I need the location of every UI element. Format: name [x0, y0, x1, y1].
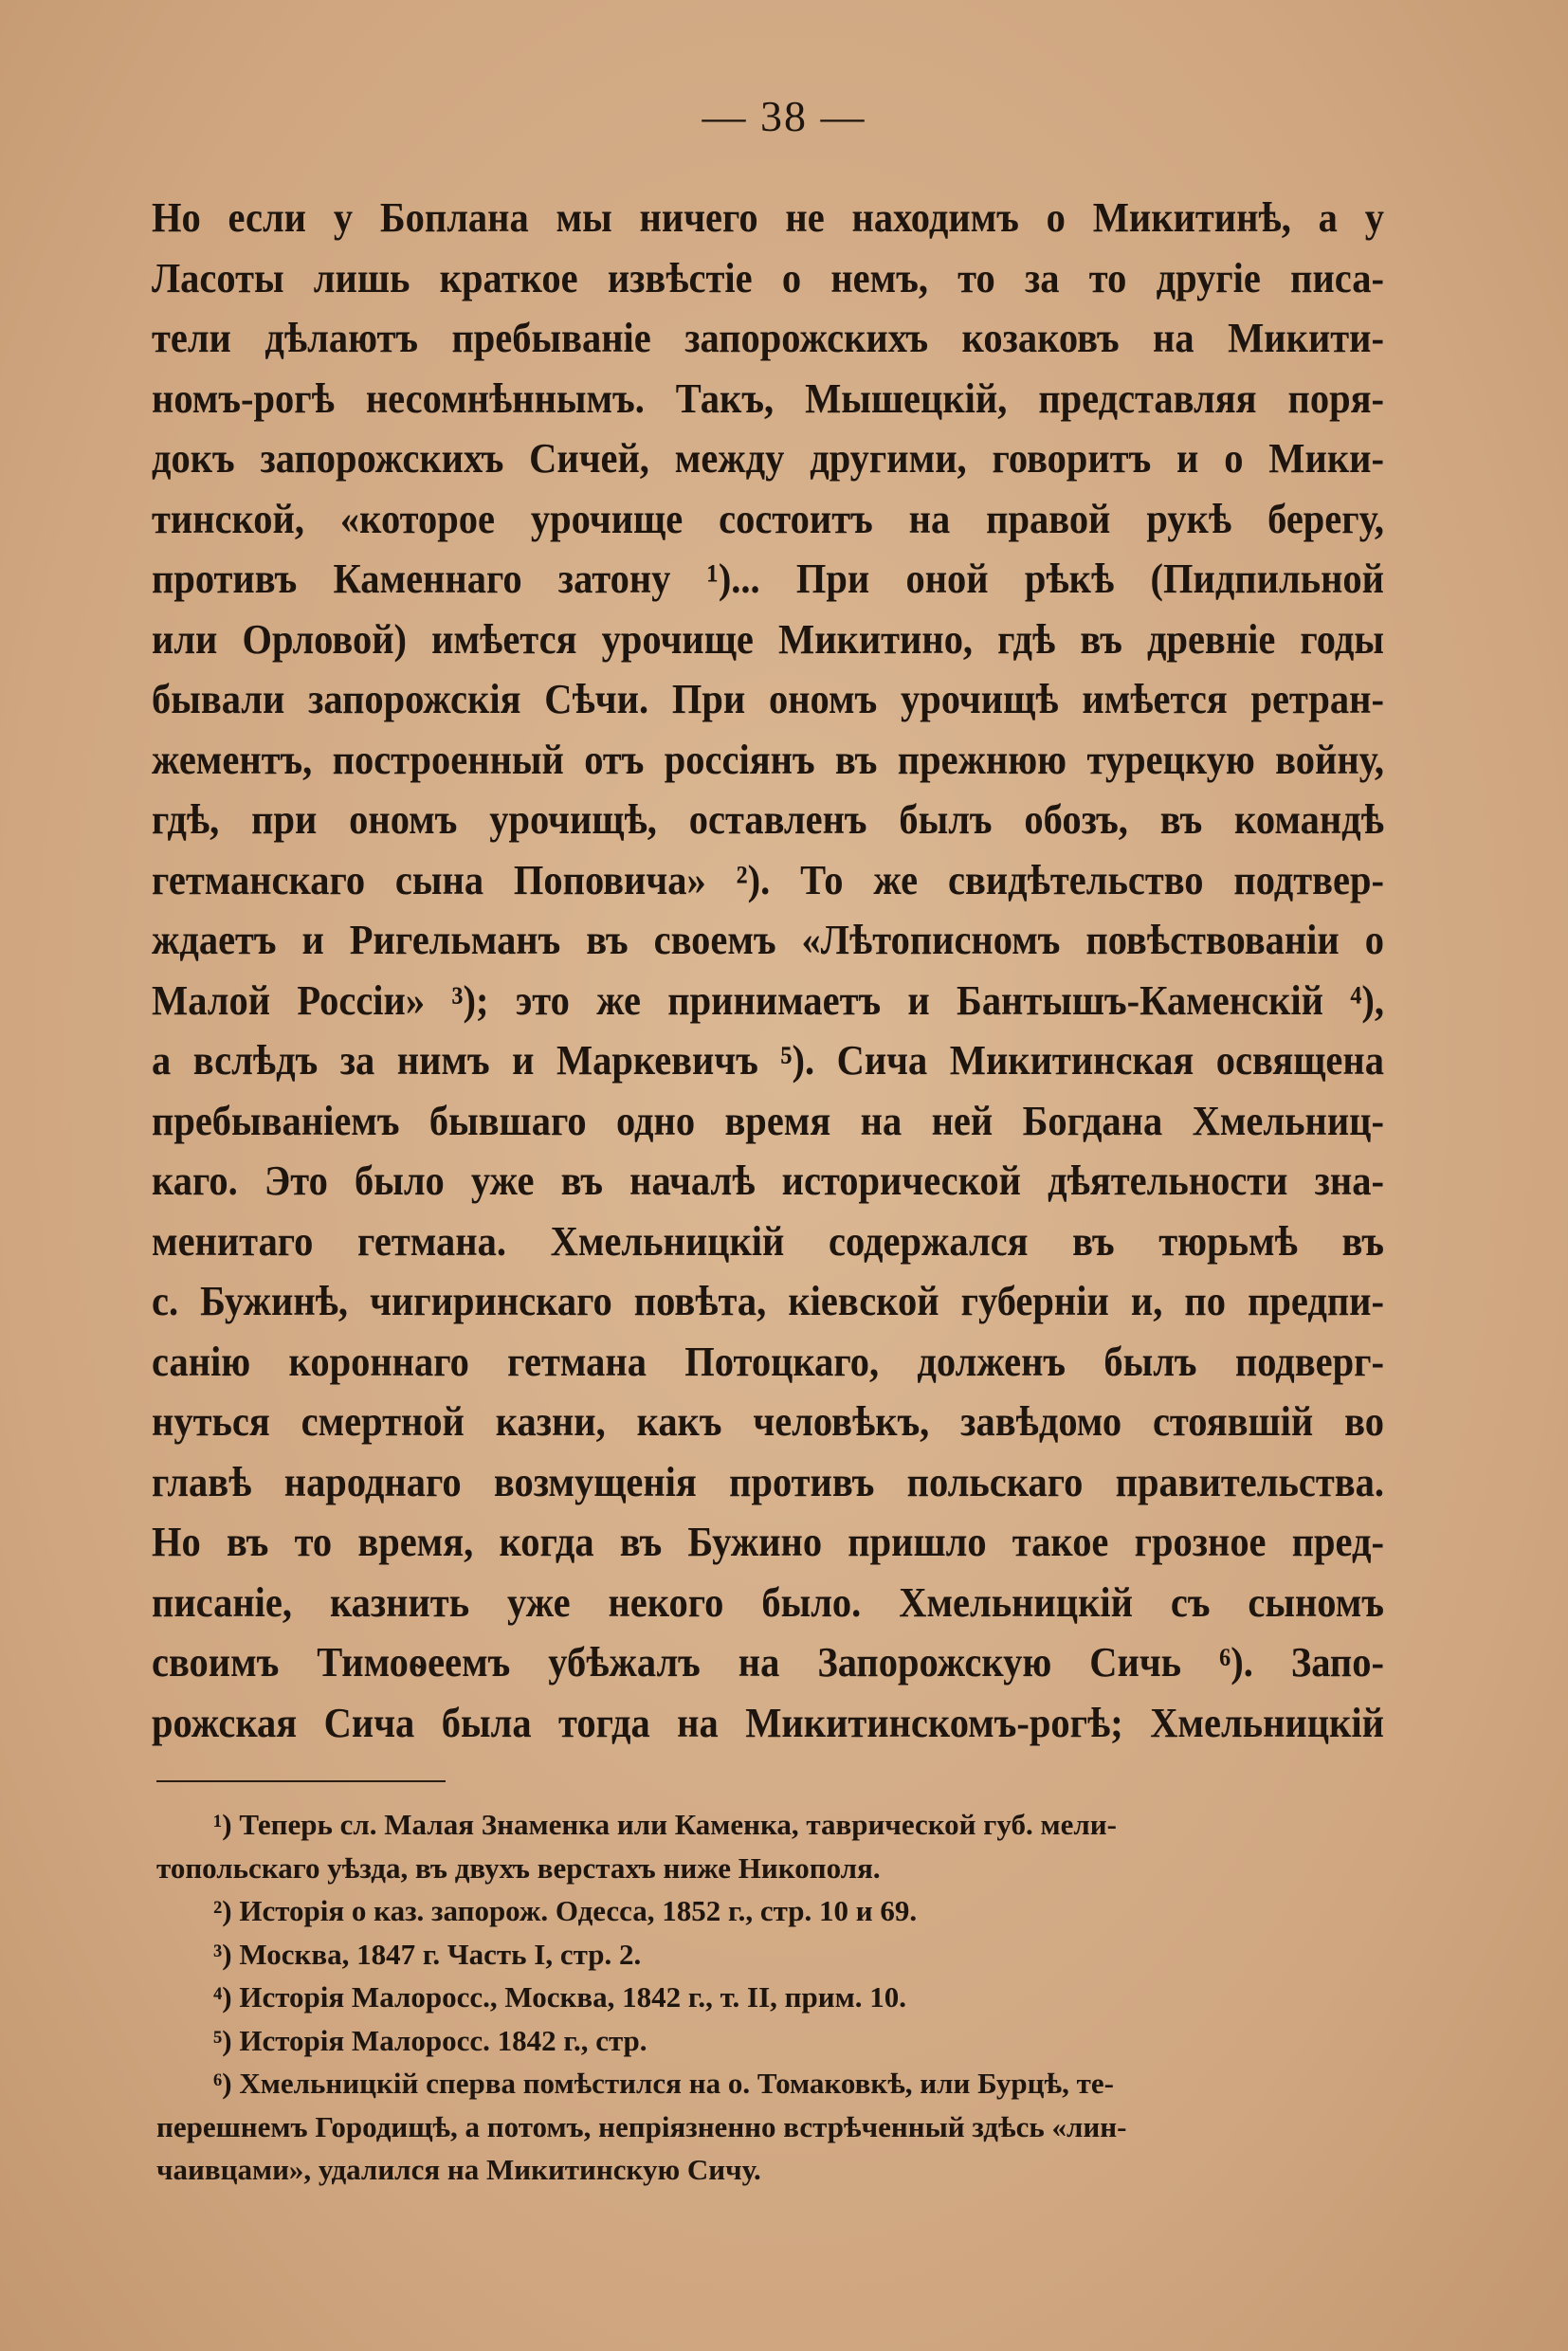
body-line: тели дѣлаютъ пребываніе запорожскихъ козаковъ на Микити-: [152, 315, 1384, 361]
footnote-line: ⁵) Исторія Малоросс. 1842 г., стр.: [213, 2023, 647, 2057]
footnote-line: перешнемъ Городищѣ, а потомъ, непріязненно встрѣченный здѣсь «лин-: [156, 2109, 1127, 2143]
body-line: докъ запорожскихъ Сичей, между другими, говоритъ и о Мики-: [152, 435, 1384, 482]
footnotes: [156, 1803, 1389, 2192]
footnote-line: ⁶) Хмельницкій сперва помѣстился на о. Томаковкѣ, или Бурцѣ, те-: [213, 2067, 1114, 2100]
body-line: жементъ, построенный отъ россіянъ въ прежнюю турецкую войну,: [152, 736, 1384, 783]
footnote-line: топольскаго уѣзда, въ двухъ верстахъ ниже Никополя.: [156, 1850, 881, 1885]
body-line: каго. Это было уже въ началѣ исторической дѣятельности зна-: [152, 1157, 1384, 1204]
body-line: пребываніемъ бывшаго одно время на ней Богдана Хмельниц-: [152, 1097, 1384, 1144]
body-line: противъ Каменнаго затону ¹)... При оной рѣкѣ (Пидпильной: [152, 556, 1384, 602]
body-line: с. Бужинѣ, чигиринскаго повѣта, кіевской губерніи и, по предпи-: [152, 1278, 1384, 1324]
body-line: Но если у Боплана мы ничего не находимъ о Микитинѣ, а у: [152, 194, 1384, 241]
body-line: гетманскаго сына Поповича» ²). То же свидѣтельство подтвер-: [152, 856, 1384, 903]
footnote-line: ²) Исторія о каз. запорож. Одесса, 1852 г., стр. 10 и 69.: [213, 1894, 918, 1927]
body-line: бывали запорожскія Сѣчи. При ономъ урочищѣ имѣется ретран-: [152, 676, 1384, 722]
page-number: — 38 —: [702, 92, 866, 140]
body-text: [152, 188, 1384, 1753]
body-line: писаніе, казнить уже некого было. Хмельницкій съ сыномъ: [152, 1578, 1384, 1626]
body-line: номъ-рогѣ несомнѣннымъ. Такъ, Мышецкій, представляя поря-: [152, 374, 1384, 422]
body-line: Ласоты лишь краткое извѣстіе о немъ, то за то другіе писа-: [152, 254, 1384, 301]
footnote-line: ¹) Теперь сл. Малая Знаменка или Каменка, таврической губ. мели-: [213, 1808, 1117, 1841]
body-line: менитаго гетмана. Хмельницкій содержался въ тюрьмѣ въ: [152, 1217, 1384, 1265]
body-line: рожская Сича была тогда на Микитинскомъ-рогѣ; Хмельницкій: [152, 1699, 1384, 1746]
body-line: своимъ Тимоѳеемъ убѣжалъ на Запорожскую Сичь ⁶). Запо-: [152, 1639, 1384, 1686]
body-line: нуться смертной казни, какъ человѣкъ, завѣдомо стоявшій во: [152, 1398, 1384, 1445]
body-line: а вслѣдъ за нимъ и Маркевичъ ⁵). Сича Микитинская освящена: [152, 1037, 1384, 1084]
body-line: Малой Россіи» ³); это же принимаетъ и Бантышъ-Каменскій ⁴),: [152, 976, 1384, 1024]
body-line: ждаетъ и Ригельманъ въ своемъ «Лѣтописномъ повѣствованіи о: [152, 917, 1384, 963]
footnote-line: ³) Москва, 1847 г. Часть I, стр. 2.: [213, 1937, 642, 1971]
body-line: Но въ то время, когда въ Бужино пришло такое грозное пред-: [152, 1519, 1384, 1565]
footnote-line: ⁴) Исторія Малоросс., Москва, 1842 г., т. II, прим. 10.: [213, 1980, 907, 2014]
body-line: главѣ народнаго возмущенія противъ польскаго правительства.: [152, 1458, 1384, 1505]
footnote-line: чаивцами», удалился на Микитинскую Сичу.: [156, 2153, 761, 2186]
body-line: санію короннаго гетмана Потоцкаго, долженъ былъ подверг-: [152, 1338, 1384, 1385]
body-line: или Орловой) имѣется урочище Микитино, гдѣ въ древніе годы: [152, 615, 1384, 663]
footnote-divider: [156, 1780, 446, 1782]
body-line: гдѣ, при ономъ урочищѣ, оставленъ былъ обозъ, въ командѣ: [152, 796, 1384, 843]
body-line: тинской, «которое урочище состоитъ на правой рукѣ берегу,: [152, 495, 1384, 542]
